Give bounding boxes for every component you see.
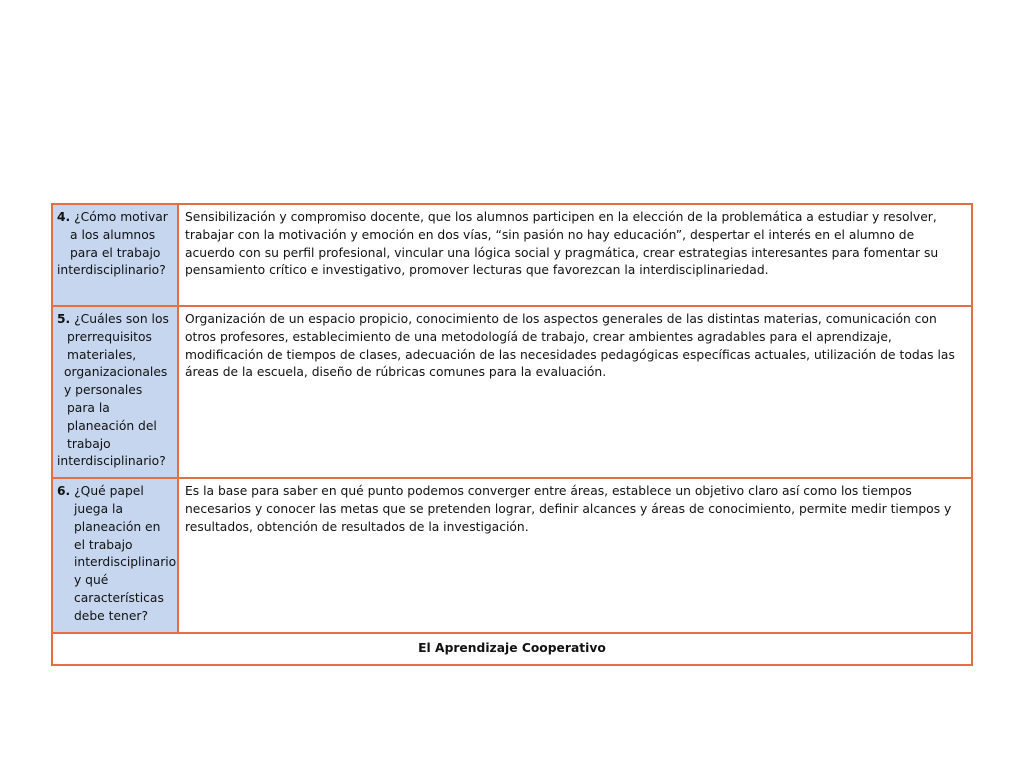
question-text: ¿Cuáles son los xyxy=(74,312,169,326)
question-line: para la xyxy=(67,400,110,415)
answer-cell: Sensibilización y compromiso docente, que los alumnos participen en la elección de la problemática a estudiar y resolver, trabajar con la motivación y emoción en dos vías, “sin pasión no hay educación”, despertar el interés en el alumno de acuerdo con su perfil profesional, vincular una lógica social y pragmática, crear estrategias interesantes para fomentar su pensamiento crítico e investigativo, promover lecturas que favorezcan la interdisciplinariedad. xyxy=(178,204,972,306)
question-line: a los alumnos xyxy=(70,227,156,242)
question-line: interdisciplinario? xyxy=(57,454,166,469)
question-line: y qué xyxy=(74,573,109,588)
question-cell xyxy=(52,204,178,306)
question-cell xyxy=(52,306,178,478)
question-number: 6. xyxy=(57,484,71,499)
question-line: trabajo xyxy=(67,436,111,451)
question-line: y personales xyxy=(64,383,143,398)
question-line: características xyxy=(74,590,164,605)
question-number: 4. xyxy=(57,210,71,224)
table-row xyxy=(52,306,972,478)
question-line: para el trabajo xyxy=(70,245,161,260)
question-line: juega la xyxy=(74,501,123,516)
question-line: el trabajo xyxy=(74,537,133,552)
table-row xyxy=(52,204,972,306)
question-first-line xyxy=(57,483,175,501)
question-first-line xyxy=(57,209,175,227)
question-line: interdisciplinario? xyxy=(57,263,166,278)
table-footer-row xyxy=(52,633,972,665)
answer-cell: Es la base para saber en qué punto podemos converger entre áreas, establece un objetivo claro así como los tiempos necesarios y conocer las metas que se pretenden lograr, definir alcances y áreas de conocimiento, permite medir tiempos y resultados, obtención de resultados de la investigación. xyxy=(178,478,972,633)
question-first-line xyxy=(57,311,175,329)
question-number: 5. xyxy=(57,312,71,326)
question-line: prerrequisitos xyxy=(67,329,152,344)
answer-cell: Organización de un espacio propicio, conocimiento de los aspectos generales de las distintas materias, comunicación con otros profesores, establecimiento de una metodologíá de trabajo, crear ambientes agradables para el aprendizaje, modificación de tiempos de clases, adecuación de las necesidades pedagógicas específicas actuales, utilización de todas las áreas de la escuela, diseño de rúbricas comunes para la evaluación. xyxy=(178,306,972,478)
question-line: organizacionales xyxy=(64,365,168,380)
question-text: ¿Cómo motivar xyxy=(74,210,168,224)
questions-table xyxy=(51,203,973,666)
question-text: ¿Qué papel xyxy=(74,484,144,499)
section-title: El Aprendizaje Cooperativo xyxy=(52,633,972,665)
question-line: materiales, xyxy=(67,347,137,362)
question-cell xyxy=(52,478,178,633)
question-line: debe tener? xyxy=(74,608,148,623)
question-line: interdisciplinario xyxy=(74,555,177,570)
question-line: planeación en xyxy=(74,519,161,534)
table-row xyxy=(52,478,972,633)
question-line: planeación del xyxy=(67,418,157,433)
